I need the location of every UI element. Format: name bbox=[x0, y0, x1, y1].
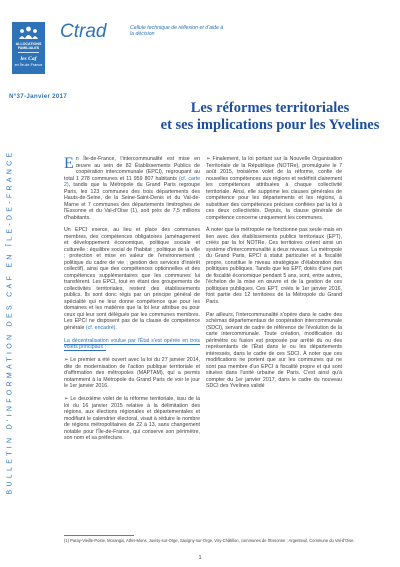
map-reference-link[interactable]: (cf. carte 2) bbox=[64, 175, 201, 188]
paragraph-intro bbox=[64, 156, 200, 221]
article-title-line1: Les réformes territoriales bbox=[190, 100, 350, 116]
logo-text-les-caf: les Caf bbox=[20, 56, 37, 62]
logo-text-allocations: ALLOCATIONS FAMILIALES bbox=[15, 42, 42, 51]
section-subheading-text: La décentralisation voulue par l'État s'est opérée en trois volets principaux : bbox=[64, 337, 200, 351]
paragraph-sdci: Par ailleurs, l'intercommunalité s'opère dans le cadre des schémas départementaux de coopération intercommunale (SDCI), servant de cadre de référence de l'évolution de la carte intercommunale. Toute création, modification du périmètre ou fusion est proposée par arrêté du ou des représentants de l'État dans le ou les départements intéressés, dans le cadre de ces SDCI. À noter que ces modifications ne portent que sur les communes qui ne sont pas membre d'un EPCI à fiscalité propre et qui sont situées dans l'unité urbaine de Paris. C'est ainsi qu'à compter du 1er janvier 2017, dans le cadre du nouveau SDCI des Yvelines validé bbox=[206, 311, 342, 390]
logo-text-region: en Île-de-France bbox=[14, 63, 43, 67]
footnote-divider bbox=[64, 535, 134, 536]
paragraph-intro-text-a: n Île-de-France, l'intercommunalité est mise en œuvre au sein de 82 Établissements Publics de coopération intercommunale (EPCI), regroupant au total 1 278 communes et 11 959 807 habitants bbox=[64, 156, 200, 182]
section-subheading bbox=[64, 338, 200, 351]
drop-cap: E bbox=[64, 155, 74, 172]
logo-divider bbox=[18, 52, 39, 53]
family-icon bbox=[17, 25, 40, 40]
footnote: (1) Paray-Vieille-Poste, Morangis, Athis-Mons, Juvisy-sur-Orge, Savigny-sur-Orge, Viry-Châtillon, communes de l'Essonne ; Argenteuil, Commune du Val-d'Oise. bbox=[64, 538, 355, 543]
paragraph-metropole: À noter que la métropole ne fonctionne pas seule mais en lien avec des établissements publics territoriaux (EPT), créés par la loi NOTRe. Ces territoires créent ainsi un système d'intercommunalité à deux niveaux. La métropole du Grand Paris, EPCI à statut particulier et à fiscalité propre, constitue le niveau stratégique d'élaboration des politiques publiques. Tandis que les EPT, dotés d'une part de fiscalité économique pendant 5 ans, sont, entre autres, l'échelon de la mise en œuvre et de la gestion de ces politiques publiques. Ces EPT, créés le 1er janvier 2016, font partie des 12 territoires de la Métropole du Grand Paris. bbox=[206, 227, 342, 305]
brand-name: Ctrad bbox=[60, 21, 107, 42]
paragraph-second-volet: ➢ Le deuxième volet de la réforme territoriale, issu de la loi du 16 janvier 2015 relative à la délimitation des régions, aux élections régionales et départementales et modifiant le calendrier électoral, visait à réduire le nombre de régions métropolitaines de 22 à 13, sans changement notable pour l'Île-de-France, qui conserve son périmètre, son nom et sa préfecture. bbox=[64, 396, 200, 442]
caf-logo bbox=[12, 22, 45, 74]
page-number: 1 bbox=[198, 555, 202, 561]
article-title-line2: et ses implications pour les Yvelines bbox=[160, 117, 380, 133]
brand-tagline: Cellule technique de réflexion et d'aide à la décision bbox=[130, 25, 224, 38]
paragraph-epci-text-b: . bbox=[115, 324, 117, 331]
paragraph-first-volet: ➢ Le premier a été ouvert avec la loi du 27 janvier 2014, dite de modernisation de l'action publique territoriale et d'affirmation des métropoles (MAPTAM), qui a permis notamment à la Métropole du Grand Paris de voir le jour le 1er janvier 2016. bbox=[64, 357, 200, 390]
vertical-bulletin-label bbox=[4, 112, 16, 532]
issue-number: N°37-Janvier 2017 bbox=[9, 93, 68, 100]
article-title bbox=[150, 100, 390, 134]
paragraph-epci-text-a: Un EPCI exerce, au lieu et place des communes membres, des compétences obligatoires (aménagement et développement économique, politique sociale et culturelle : équilibre social de l'habitat ; politique de la ville ; protection et mise en valeur de l'environnement ; politique du cadre de vie ; gestion des services d'intérêt collectif), ainsi que des compétences optionnelles et des compétences supplémentaires que les communes lui transfèrent. Les EPCI, tout en étant des groupements de collectivités territoriales, restent des établissements publics. Ils sont donc régis par un principe général de spécialité qui ne leur donne compétence que pour les domaines et les matières que la loi leur attribue ou pour ceux qui leur sont délégués par les communes membres. Les EPCI ne disposent pas de la clause de compétence générale bbox=[64, 227, 200, 331]
column-right bbox=[206, 156, 342, 396]
paragraph-intro-text-b: , tandis que la Métropole du Grand Paris regroupe Paris, les 123 communes des trois départements des Hauts-de-Seine, de la Seine-Saint-Denis et du Val-de-Marne et 7 communes des départements limitrophes de l'Essonne et du Val-d'Oise (1), soit près de 7,5 millions d'habitants. bbox=[64, 182, 200, 221]
paragraph-epci bbox=[64, 227, 200, 331]
paragraph-third-volet: ➢ Finalement, la loi portant sur la Nouvelle Organisation Territoriale de la République (NOTRe), promulguée le 7 août 2015, troisième volet de la réforme, confie de nouvelles compétences aux régions et redéfinit clairement les compétences attribuées à chaque collectivité territoriale. Ainsi, elle supprime les clauses générales de compétence pour les départements et les régions, à substituer des compétences précises confiées par la loi à ces deux collectivités. Depuis, la clause générale de compétence concerne uniquement les communes. bbox=[206, 156, 342, 221]
column-left bbox=[64, 156, 200, 448]
vertical-bulletin-text: BULLETIN D'INFORMATION DES CAF EN ÎLE-DE-FRANCE bbox=[6, 149, 14, 495]
box-reference-link[interactable]: (cf. encadré) bbox=[85, 324, 116, 331]
